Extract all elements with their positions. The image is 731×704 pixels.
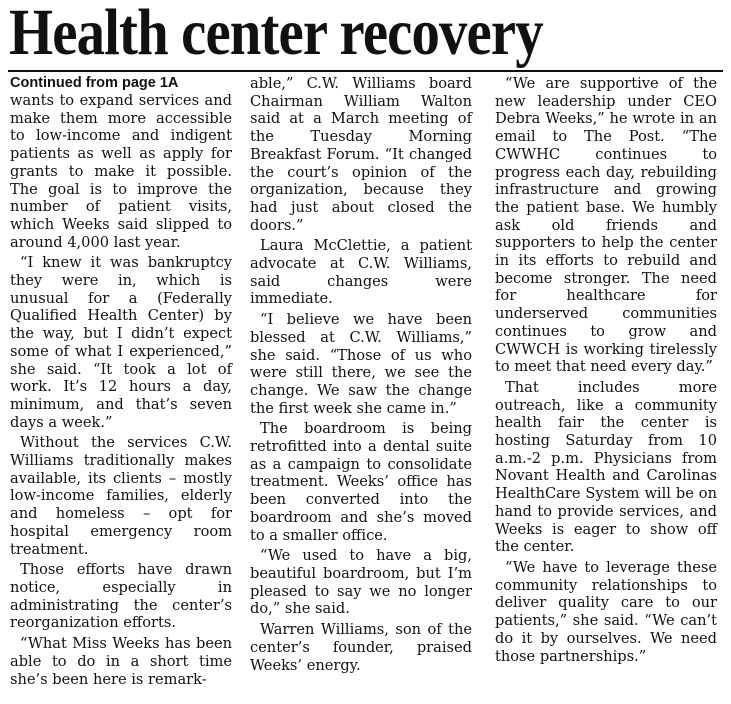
paragraph: able,” C.W. Williams board Chairman William Walton said at a March meeting of the Tuesday Morning Breakfast Forum. “It changed the court’s opinion of the organization, because they had just about closed the doors.” [250, 75, 472, 234]
paragraph: Laura McClettie, a patient advocate at C.W. Williams, said changes were immediate. [250, 237, 472, 308]
paragraph: wants to expand services and make them more accessible to low-income and indigent patients as well as apply for grants to make it possible. The goal is to improve the number of patient visits, which Weeks said slipped to around 4,000 last year. [10, 92, 232, 251]
paragraph: Warren Williams, son of the center’s founder, praised Weeks’ energy. [250, 621, 472, 674]
paragraph: Without the services C.W. Williams traditionally makes available, its clients – mostly low-income families, elderly and homeless – opt for hospital emergency room treatment. [10, 434, 232, 558]
paragraph: Those efforts have drawn notice, especially in administrating the center’s reorganization efforts. [10, 561, 232, 632]
paragraph: “I believe we have been blessed at C.W. Williams,” she said. “Those of us who were still there, we see the change. We saw the change the first week she came in.” [250, 311, 472, 417]
paragraph: “I knew it was bankruptcy they were in, which is unusual for a (Federally Qualified Health Center) by the way, but I didn’t expect some of what I experienced,” she said. “It took a lot of work. It’s 12 hours a day, minimum, and that’s seven days a week.” [10, 254, 232, 431]
headline: Health center recovery [9, 0, 543, 69]
column-3 [495, 75, 717, 668]
column-1 [10, 75, 232, 691]
column-2 [250, 75, 472, 677]
paragraph: The boardroom is being retrofitted into a dental suite as a campaign to consolidate treatment. Weeks’ office has been converted into the boardroom and she’s moved to a smaller office. [250, 420, 472, 544]
paragraph: “We used to have a big, beautiful boardroom, but I’m pleased to say we no longer do,” she said. [250, 547, 472, 618]
headline-rule [8, 70, 723, 72]
paragraph: “We have to leverage these community relationships to deliver quality care to our patients,” she said. “We can’t do it by ourselves. We need those partnerships.” [495, 558, 717, 665]
continued-label: Continued from page 1A [10, 75, 179, 91]
paragraph: That includes more outreach, like a community health fair the center is hosting Saturday from 10 a.m.-2 p.m. Physicians from Novant Health and Carolinas HealthCare System will be on hand to provide services, and Weeks is eager to show off the center. [495, 378, 717, 556]
paragraph: “We are supportive of the new leadership under CEO Debra Weeks,” he wrote in an email to The Post. “The CWWHC continues to progress each day, rebuilding infrastructure and growing the patient base. We humbly ask old friends and supporters to help the center in its efforts to rebuild and become stronger. The need for healthcare for underserved communities continues to grow and CWWCH is working tirelessly to meet that need every day.” [495, 75, 717, 376]
paragraph: “What Miss Weeks has been able to do in a short time she’s been here is remark- [10, 635, 232, 688]
